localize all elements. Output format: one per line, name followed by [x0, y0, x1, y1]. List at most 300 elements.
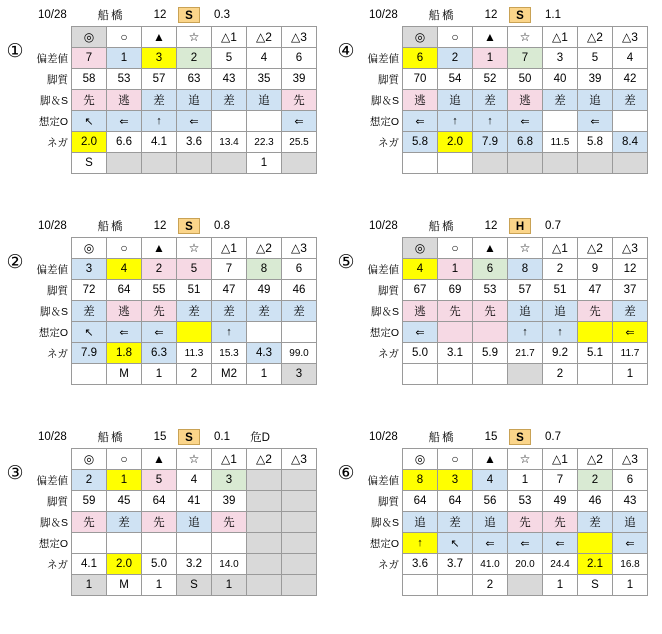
row-label: 偏差値: [357, 48, 403, 69]
race-panel: [331, 211, 662, 422]
mark-cell: ☆: [508, 27, 543, 48]
panel-header: [38, 6, 323, 24]
row-label: 脚＆S: [357, 301, 403, 322]
data-cell: 4: [613, 48, 648, 69]
table-row: [357, 27, 648, 48]
data-cell: S: [72, 153, 107, 174]
mark-cell: ○: [107, 238, 142, 259]
grade-badge: H: [509, 218, 531, 234]
data-cell: 64: [438, 491, 473, 512]
data-cell: ↑: [473, 111, 508, 132]
mark-cell: △3: [282, 449, 317, 470]
mark-cell: ▲: [473, 238, 508, 259]
row-label: 想定O: [26, 533, 72, 554]
data-cell: 64: [403, 491, 438, 512]
data-cell: 先: [543, 512, 578, 533]
data-cell: 4: [247, 48, 282, 69]
panel-header: [369, 6, 654, 24]
row-label: ネガ: [26, 554, 72, 575]
table-row: [26, 449, 317, 470]
data-cell: 7.9: [473, 132, 508, 153]
row-label: ネガ: [357, 554, 403, 575]
track-name: 船橋: [97, 221, 125, 233]
table-row: [357, 554, 648, 575]
data-cell: 4: [107, 259, 142, 280]
data-cell: 5: [578, 48, 613, 69]
data-cell: 5.9: [473, 343, 508, 364]
row-label: [357, 153, 403, 174]
data-cell: 20.0: [508, 554, 543, 575]
grade-badge: S: [178, 429, 200, 445]
table-row: [26, 280, 317, 301]
data-cell: [473, 322, 508, 343]
data-cell: 2: [177, 48, 212, 69]
table-row: [26, 322, 317, 343]
data-table: [357, 26, 648, 174]
data-cell: 追: [473, 512, 508, 533]
data-cell: 64: [107, 280, 142, 301]
data-cell: 追: [403, 512, 438, 533]
data-cell: [282, 322, 317, 343]
data-cell: ⇐: [107, 111, 142, 132]
row-label: 脚＆S: [26, 301, 72, 322]
mark-cell: △3: [282, 238, 317, 259]
race-number: 15: [153, 431, 167, 443]
data-cell: [578, 364, 613, 385]
row-label: 想定O: [357, 322, 403, 343]
data-cell: 差: [177, 301, 212, 322]
data-cell: [247, 512, 282, 533]
grade-badge: S: [178, 218, 200, 234]
data-cell: 追: [438, 90, 473, 111]
data-cell: 6.8: [508, 132, 543, 153]
data-cell: 5.1: [578, 343, 613, 364]
data-cell: 22.3: [247, 132, 282, 153]
data-cell: ↑: [508, 322, 543, 343]
data-cell: 7: [543, 470, 578, 491]
row-label: [26, 238, 72, 259]
data-cell: 51: [543, 280, 578, 301]
mark-cell: △3: [613, 27, 648, 48]
row-label: 想定O: [357, 111, 403, 132]
data-table: [26, 448, 317, 596]
table-row: [357, 48, 648, 69]
data-cell: ⇐: [613, 322, 648, 343]
table-row: [357, 322, 648, 343]
row-label: 脚質: [26, 491, 72, 512]
mark-cell: △2: [578, 449, 613, 470]
data-cell: 差: [212, 301, 247, 322]
mark-cell: △2: [247, 449, 282, 470]
grade-badge: S: [509, 429, 531, 445]
header-value: 1.1: [545, 9, 561, 21]
data-cell: 70: [403, 69, 438, 90]
grade-badge: S: [178, 7, 200, 23]
data-cell: 99.0: [282, 343, 317, 364]
mark-cell: ◎: [403, 238, 438, 259]
row-label: [357, 575, 403, 596]
row-label: [357, 27, 403, 48]
table-row: [357, 533, 648, 554]
data-cell: [107, 533, 142, 554]
data-cell: [212, 111, 247, 132]
mark-cell: ☆: [177, 27, 212, 48]
data-cell: 差: [543, 90, 578, 111]
table-row: [26, 238, 317, 259]
data-cell: [107, 153, 142, 174]
table-row: [357, 69, 648, 90]
data-cell: [438, 153, 473, 174]
table-row: [357, 153, 648, 174]
data-cell: [282, 554, 317, 575]
data-cell: 3.7: [438, 554, 473, 575]
data-cell: 先: [212, 512, 247, 533]
data-cell: 追: [247, 90, 282, 111]
table-row: [357, 575, 648, 596]
table-row: [26, 48, 317, 69]
header-value: 0.1: [214, 431, 230, 443]
data-cell: 7: [72, 48, 107, 69]
data-cell: 追: [508, 301, 543, 322]
data-cell: 1: [543, 575, 578, 596]
data-cell: 差: [282, 301, 317, 322]
table-row: [26, 132, 317, 153]
data-cell: 9.2: [543, 343, 578, 364]
row-label: ネガ: [357, 343, 403, 364]
row-label: 脚質: [357, 491, 403, 512]
data-cell: [578, 322, 613, 343]
data-cell: [142, 153, 177, 174]
row-label: 想定O: [26, 111, 72, 132]
table-row: [26, 153, 317, 174]
data-cell: S: [177, 575, 212, 596]
data-cell: 24.4: [543, 554, 578, 575]
data-cell: 4: [177, 470, 212, 491]
mark-cell: ◎: [72, 238, 107, 259]
data-cell: ⇐: [613, 533, 648, 554]
data-cell: 2: [543, 364, 578, 385]
track-name: 船橋: [428, 221, 456, 233]
mark-cell: ◎: [403, 27, 438, 48]
data-cell: [403, 153, 438, 174]
data-cell: [578, 533, 613, 554]
panel-header: [38, 217, 323, 235]
panel-number: ①: [6, 41, 24, 62]
data-cell: [282, 470, 317, 491]
data-cell: 2: [473, 575, 508, 596]
data-table: [357, 448, 648, 596]
data-cell: 先: [508, 512, 543, 533]
data-cell: 5: [212, 48, 247, 69]
race-number: 15: [484, 431, 498, 443]
table-row: [26, 364, 317, 385]
track-name: 船橋: [97, 432, 125, 444]
data-cell: 53: [508, 491, 543, 512]
data-cell: 12: [613, 259, 648, 280]
table-row: [26, 90, 317, 111]
data-cell: 6: [613, 470, 648, 491]
data-cell: 先: [72, 90, 107, 111]
table-row: [357, 449, 648, 470]
row-label: 偏差値: [26, 259, 72, 280]
data-cell: 2: [177, 364, 212, 385]
row-label: [26, 153, 72, 174]
mark-cell: ○: [107, 449, 142, 470]
date: 10/28: [369, 9, 398, 21]
date: 10/28: [369, 431, 398, 443]
data-cell: 3.2: [177, 554, 212, 575]
data-cell: 11.5: [543, 132, 578, 153]
row-label: 想定O: [357, 533, 403, 554]
panel-number: ⑥: [337, 463, 355, 484]
data-cell: [282, 533, 317, 554]
date: 10/28: [38, 9, 67, 21]
table-row: [357, 364, 648, 385]
data-cell: 53: [107, 69, 142, 90]
data-cell: [247, 322, 282, 343]
data-cell: [247, 533, 282, 554]
table-row: [357, 132, 648, 153]
data-cell: 43: [212, 69, 247, 90]
data-cell: [72, 364, 107, 385]
data-table: [357, 237, 648, 385]
mark-cell: ▲: [142, 238, 177, 259]
data-cell: ↑: [212, 322, 247, 343]
data-cell: [247, 470, 282, 491]
data-cell: 47: [212, 280, 247, 301]
data-cell: 7: [508, 48, 543, 69]
data-cell: 差: [473, 90, 508, 111]
mark-cell: ▲: [142, 27, 177, 48]
race-number: 12: [153, 9, 167, 21]
table-row: [26, 301, 317, 322]
data-cell: 2: [543, 259, 578, 280]
race-number: 12: [484, 220, 498, 232]
row-label: ネガ: [26, 132, 72, 153]
table-row: [26, 533, 317, 554]
race-number: 12: [484, 9, 498, 21]
data-cell: [613, 111, 648, 132]
mark-cell: ☆: [177, 449, 212, 470]
data-cell: [578, 153, 613, 174]
data-cell: ⇐: [543, 533, 578, 554]
race-panel: [331, 0, 662, 211]
header-value: 0.7: [545, 220, 561, 232]
data-cell: 8.4: [613, 132, 648, 153]
data-cell: S: [578, 575, 613, 596]
data-cell: 8: [508, 259, 543, 280]
data-cell: 1.8: [107, 343, 142, 364]
data-cell: 追: [177, 90, 212, 111]
row-label: [26, 575, 72, 596]
header-extra: 危D: [250, 432, 270, 444]
data-cell: [403, 575, 438, 596]
data-cell: 49: [247, 280, 282, 301]
data-cell: 51: [177, 280, 212, 301]
data-cell: [247, 575, 282, 596]
data-cell: 69: [438, 280, 473, 301]
data-cell: ⇐: [282, 111, 317, 132]
data-cell: 42: [613, 69, 648, 90]
data-cell: [212, 153, 247, 174]
table-row: [26, 27, 317, 48]
data-cell: ⇐: [508, 111, 543, 132]
data-cell: ⇐: [578, 111, 613, 132]
mark-cell: ☆: [508, 238, 543, 259]
data-cell: 5.0: [142, 554, 177, 575]
data-cell: 21.7: [508, 343, 543, 364]
data-cell: ⇐: [473, 533, 508, 554]
table-wrapper: [4, 237, 323, 385]
data-cell: [177, 153, 212, 174]
panel-number: ⑤: [337, 252, 355, 273]
race-number: 12: [153, 220, 167, 232]
track-name: 船橋: [428, 10, 456, 22]
table-wrapper: [335, 448, 654, 596]
data-cell: ↑: [438, 111, 473, 132]
data-cell: 1: [613, 364, 648, 385]
table-row: [26, 512, 317, 533]
data-cell: 37: [613, 280, 648, 301]
row-label: 脚質: [26, 69, 72, 90]
data-cell: 39: [212, 491, 247, 512]
table-row: [26, 470, 317, 491]
data-cell: [247, 554, 282, 575]
data-cell: 2: [142, 259, 177, 280]
data-cell: 6.3: [142, 343, 177, 364]
data-cell: 15.3: [212, 343, 247, 364]
data-cell: [247, 111, 282, 132]
data-cell: ⇐: [403, 322, 438, 343]
row-label: 脚＆S: [26, 512, 72, 533]
data-cell: 46: [578, 491, 613, 512]
data-cell: 8: [247, 259, 282, 280]
data-cell: [282, 153, 317, 174]
row-label: [26, 27, 72, 48]
data-cell: 11.7: [613, 343, 648, 364]
data-cell: 追: [613, 512, 648, 533]
table-row: [357, 238, 648, 259]
data-cell: ⇐: [403, 111, 438, 132]
data-cell: 差: [212, 90, 247, 111]
date: 10/28: [38, 431, 67, 443]
panel-header: [369, 428, 654, 446]
mark-cell: △2: [247, 27, 282, 48]
data-cell: 差: [613, 301, 648, 322]
data-cell: 5.0: [403, 343, 438, 364]
mark-cell: △3: [613, 449, 648, 470]
data-cell: 差: [613, 90, 648, 111]
data-cell: ↖: [72, 111, 107, 132]
panel-header: [369, 217, 654, 235]
data-cell: 1: [438, 259, 473, 280]
data-cell: 3.1: [438, 343, 473, 364]
data-cell: [247, 491, 282, 512]
data-cell: ↖: [72, 322, 107, 343]
data-cell: 1: [247, 153, 282, 174]
data-cell: 58: [72, 69, 107, 90]
data-cell: 9: [578, 259, 613, 280]
mark-cell: △1: [543, 238, 578, 259]
data-cell: ⇐: [177, 111, 212, 132]
data-cell: 1: [142, 575, 177, 596]
data-cell: ⇐: [107, 322, 142, 343]
table-row: [26, 491, 317, 512]
data-cell: [613, 153, 648, 174]
data-cell: [543, 153, 578, 174]
row-label: 偏差値: [357, 470, 403, 491]
data-cell: 2.0: [107, 554, 142, 575]
data-cell: 3.6: [403, 554, 438, 575]
data-cell: 3: [142, 48, 177, 69]
data-cell: 5.8: [403, 132, 438, 153]
date: 10/28: [369, 220, 398, 232]
data-cell: 16.8: [613, 554, 648, 575]
data-cell: 差: [142, 90, 177, 111]
mark-cell: △1: [212, 449, 247, 470]
data-cell: 45: [107, 491, 142, 512]
table-row: [357, 512, 648, 533]
data-cell: 50: [508, 69, 543, 90]
data-cell: 3: [438, 470, 473, 491]
data-cell: 5: [142, 470, 177, 491]
mark-cell: △2: [578, 238, 613, 259]
mark-cell: ○: [438, 27, 473, 48]
mark-cell: △1: [543, 449, 578, 470]
data-cell: 追: [578, 90, 613, 111]
row-label: 偏差値: [26, 470, 72, 491]
row-label: [26, 449, 72, 470]
data-cell: 6: [282, 259, 317, 280]
data-cell: 追: [177, 512, 212, 533]
row-label: 想定O: [26, 322, 72, 343]
data-cell: 13.4: [212, 132, 247, 153]
data-cell: 先: [282, 90, 317, 111]
data-cell: 3: [282, 364, 317, 385]
data-cell: 3: [543, 48, 578, 69]
header-value: 0.3: [214, 9, 230, 21]
mark-cell: ◎: [403, 449, 438, 470]
mark-cell: ◎: [72, 27, 107, 48]
table-row: [357, 90, 648, 111]
data-cell: 差: [438, 512, 473, 533]
data-cell: [543, 111, 578, 132]
data-cell: [282, 491, 317, 512]
data-cell: 47: [578, 280, 613, 301]
data-cell: 53: [473, 280, 508, 301]
data-cell: 40: [543, 69, 578, 90]
data-cell: 3: [212, 470, 247, 491]
table-row: [357, 491, 648, 512]
data-cell: 6: [403, 48, 438, 69]
row-label: 偏差値: [26, 48, 72, 69]
data-table: [26, 237, 317, 385]
data-cell: 先: [578, 301, 613, 322]
header-value: 0.7: [545, 431, 561, 443]
grade-badge: S: [509, 7, 531, 23]
data-cell: 8: [403, 470, 438, 491]
table-row: [26, 111, 317, 132]
data-cell: 1: [212, 575, 247, 596]
table-row: [357, 259, 648, 280]
data-cell: 2.1: [578, 554, 613, 575]
track-name: 船橋: [97, 10, 125, 22]
data-cell: [212, 533, 247, 554]
panel-number: ②: [6, 252, 24, 273]
mark-cell: △2: [578, 27, 613, 48]
row-label: 脚＆S: [357, 90, 403, 111]
data-cell: 49: [543, 491, 578, 512]
